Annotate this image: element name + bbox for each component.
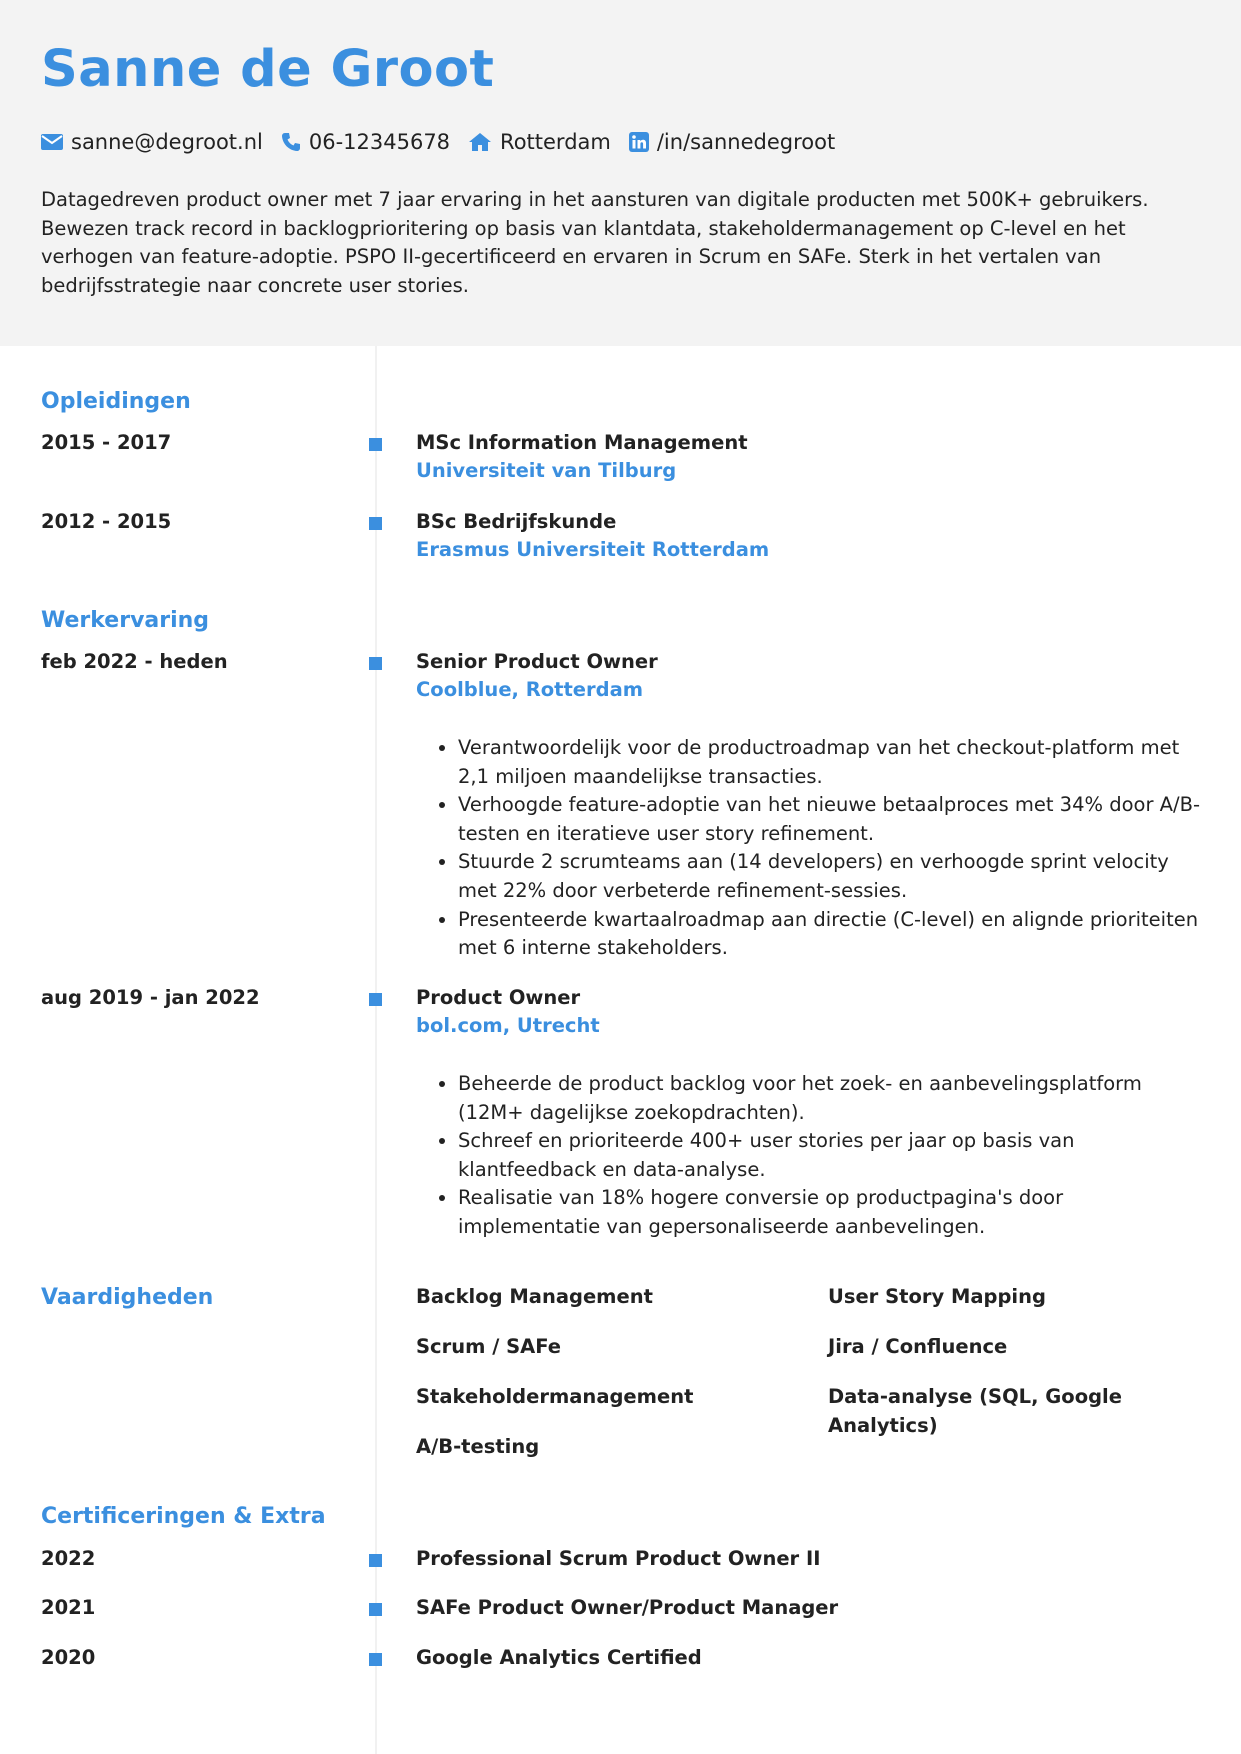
timeline-marker	[369, 993, 382, 1006]
skill-item: User Story Mapping	[828, 1285, 1046, 1308]
timeline-marker	[369, 438, 382, 451]
education-school: Universiteit van Tilburg	[416, 459, 677, 482]
location-text: Rotterdam	[500, 130, 611, 154]
certification-year: 2021	[41, 1596, 96, 1619]
skill-item: Jira / Confluence	[828, 1335, 1008, 1358]
education-period: 2015 - 2017	[41, 431, 172, 454]
experience-role: Product Owner	[416, 986, 581, 1009]
timeline-marker	[369, 517, 382, 530]
header	[0, 0, 1241, 346]
contact-linkedin[interactable]	[629, 130, 835, 154]
skill-item: Data-analyse (SQL, Google Analytics)	[828, 1385, 1122, 1437]
experience-company: bol.com, Utrecht	[416, 1014, 600, 1037]
experience-bullet-list	[416, 1070, 1206, 1242]
certification-year: 2022	[41, 1547, 96, 1570]
skill-item: Backlog Management	[416, 1285, 653, 1308]
education-school: Erasmus Universiteit Rotterdam	[416, 538, 770, 561]
list-item: • Presenteerde kwartaalroadmap aan directie (C-level) en alignde prioriteiten met 6 interne stakeholders.	[458, 906, 1206, 963]
phone-icon	[281, 132, 301, 152]
section-title-education: Opleidingen	[41, 389, 191, 414]
timeline-marker	[369, 1653, 382, 1666]
list-item: • Realisatie van 18% hogere conversie op productpagina's door implementatie van gepersonaliseerde aanbevelingen.	[458, 1184, 1206, 1241]
experience-period: aug 2019 - jan 2022	[41, 986, 260, 1009]
linkedin-text: /in/sannedegroot	[656, 130, 836, 154]
linkedin-icon	[629, 132, 649, 152]
home-icon	[468, 132, 492, 152]
education-period: 2012 - 2015	[41, 510, 172, 533]
list-item: • Verhoogde feature-adoptie van het nieuwe betaalproces met 34% door A/B-testen en iteratieve user story refinement.	[458, 791, 1206, 848]
contact-location	[468, 130, 611, 154]
contact-bar	[41, 128, 853, 156]
education-degree: MSc Information Management	[416, 431, 748, 454]
certification-name: Professional Scrum Product Owner II	[416, 1547, 821, 1570]
experience-period: feb 2022 - heden	[41, 650, 228, 673]
timeline-marker	[369, 657, 382, 670]
list-item: • Verantwoordelijk voor de productroadmap van het checkout-platform met 2,1 miljoen maandelijkse transacties.	[458, 734, 1206, 791]
email-text: sanne@degroot.nl	[71, 130, 263, 154]
profile-summary: Datagedreven product owner met 7 jaar ervaring in het aansturen van digitale producten met 500K+ gebruikers. Bewezen track record in backlogprioritering op basis van klantdata, stakeholdermanagement op C-level en het verhogen van feature-adoptie. PSPO II-gecertificeerd en ervaren in Scrum en SAFe. Sterk in het vertalen van bedrijfsstrategie naar concrete user stories.	[41, 188, 1149, 297]
list-item: • Stuurde 2 scrumteams aan (14 developers) en verhoogde sprint velocity met 22% door verbeterde refinement-sessies.	[458, 848, 1206, 905]
timeline-divider	[375, 346, 377, 1754]
section-title-certifications: Certificeringen & Extra	[41, 1504, 326, 1529]
candidate-name: Sanne de Groot	[41, 40, 495, 99]
skill-item: A/B-testing	[416, 1435, 540, 1458]
certification-name: Google Analytics Certified	[416, 1646, 702, 1669]
certification-name: SAFe Product Owner/Product Manager	[416, 1596, 839, 1619]
list-item: • Schreef en prioriteerde 400+ user stories per jaar op basis van klantfeedback en data-analyse.	[458, 1127, 1206, 1184]
skill-item: Stakeholdermanagement	[416, 1385, 694, 1408]
timeline-marker	[369, 1603, 382, 1616]
section-title-skills: Vaardigheden	[41, 1285, 214, 1310]
section-title-experience: Werkervaring	[41, 608, 210, 633]
contact-phone[interactable]	[281, 130, 450, 154]
contact-email[interactable]	[41, 130, 263, 154]
education-degree: BSc Bedrijfskunde	[416, 510, 617, 533]
skill-item: Scrum / SAFe	[416, 1335, 562, 1358]
phone-text: 06-12345678	[308, 130, 451, 154]
experience-company: Coolblue, Rotterdam	[416, 678, 644, 701]
list-item: • Beheerde de product backlog voor het zoek- en aanbevelingsplatform (12M+ dagelijkse zoekopdrachten).	[458, 1070, 1206, 1127]
certification-year: 2020	[41, 1646, 96, 1669]
experience-role: Senior Product Owner	[416, 650, 658, 673]
envelope-icon	[41, 134, 63, 150]
timeline-marker	[369, 1554, 382, 1567]
experience-bullet-list	[416, 734, 1206, 963]
